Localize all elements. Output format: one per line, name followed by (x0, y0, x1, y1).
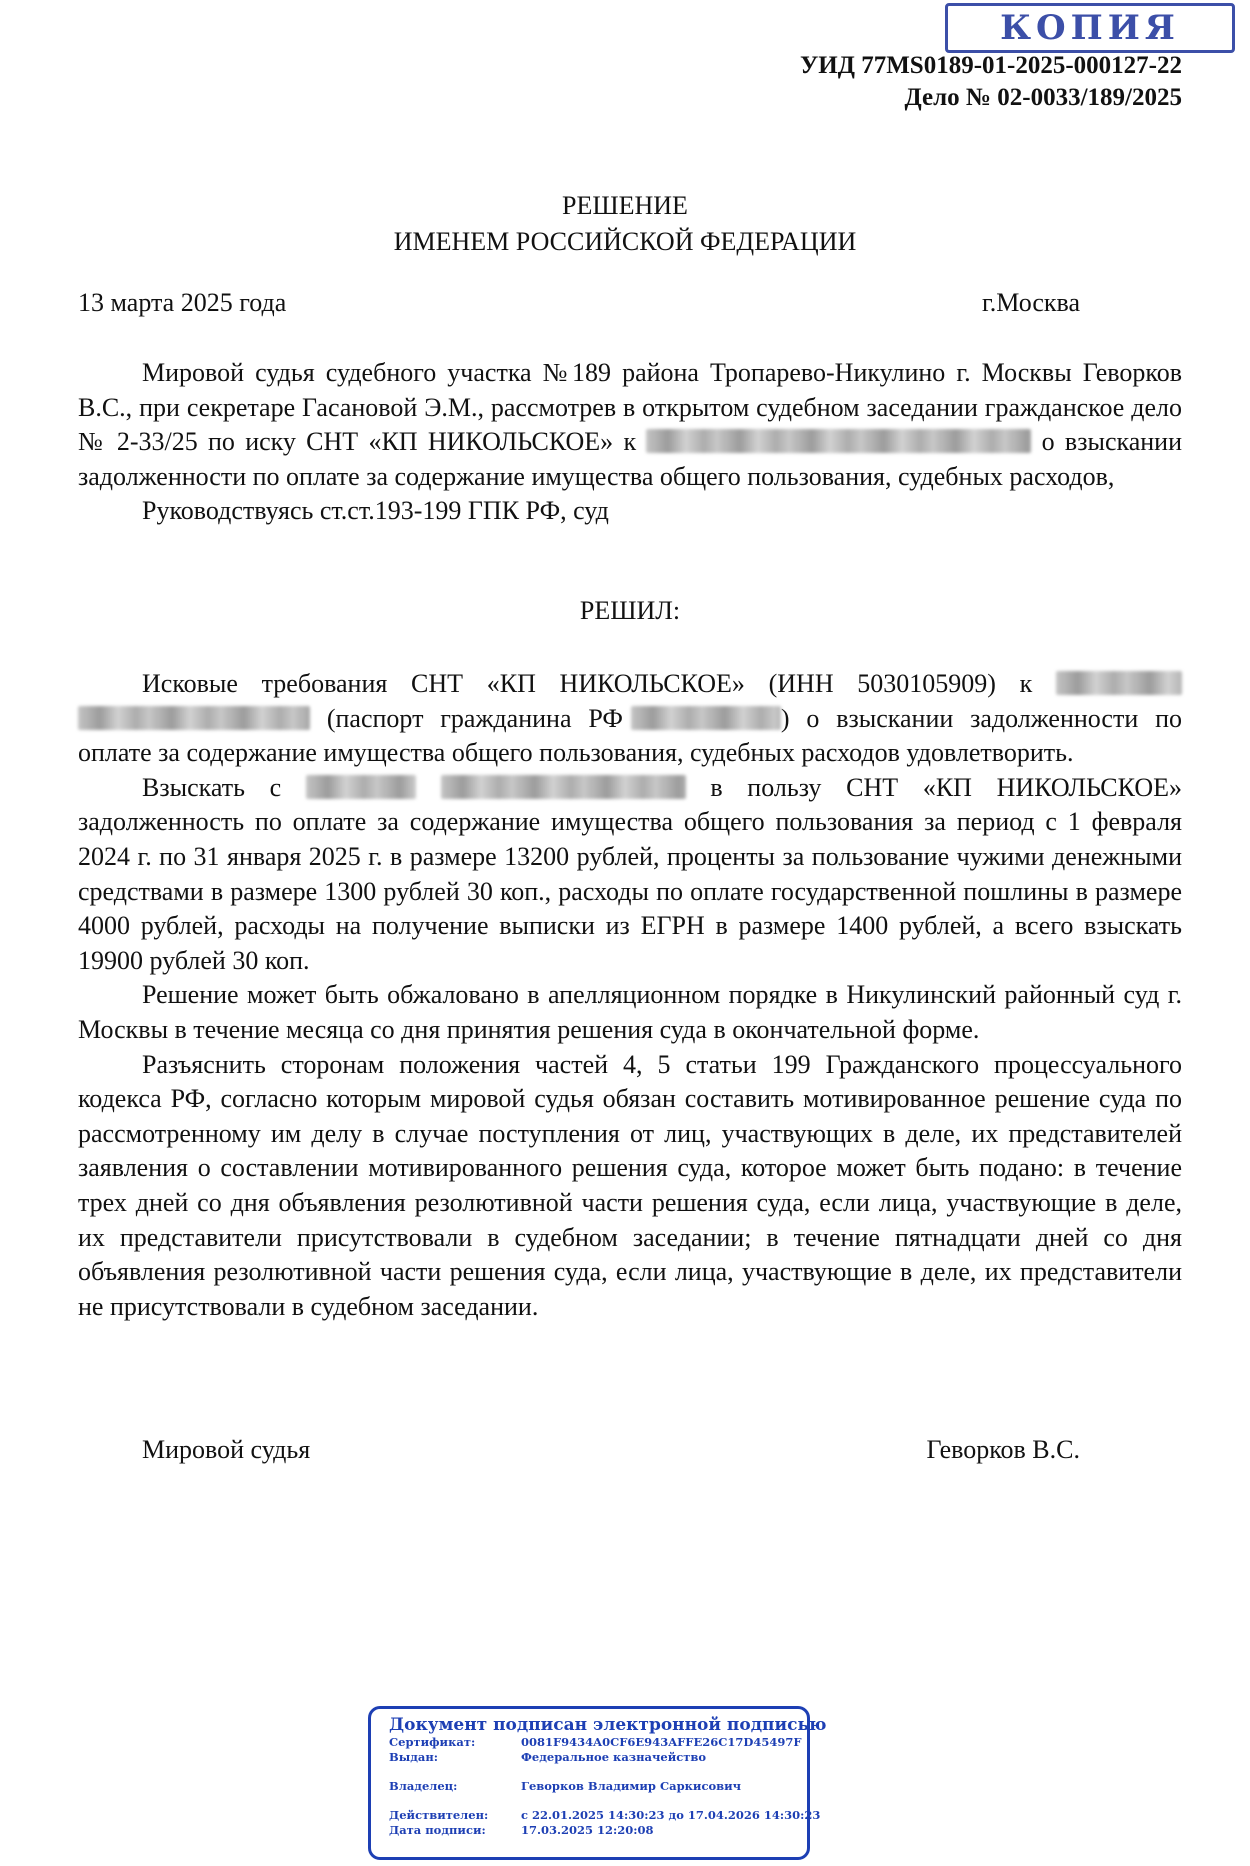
redacted-debtor-name-b (441, 775, 686, 799)
redacted-defendant-name-b (78, 706, 310, 730)
judge-signature-line (142, 1432, 1080, 1468)
esig-issued-row (389, 1750, 797, 1765)
resolved-heading-block (78, 594, 1182, 629)
esig-owner-label: Владелец: (389, 1779, 458, 1793)
esig-signed-row (389, 1823, 797, 1838)
claim-satisfied-paragraph (78, 667, 1182, 771)
redacted-debtor-name-a (306, 775, 416, 799)
copy-stamp (945, 3, 1235, 53)
case-number: Дело № 02-0033/189/2025 (904, 84, 1182, 111)
uid-number: УИД 77MS0189-01-2025-000127-22 (799, 52, 1182, 79)
decision-p2-part2: в пользу СНТ «КП НИКОЛЬСКОЕ» задолженность по оплате за содержание имущества общего пользования за период с 1 февраля 2024 г. по 31 января 2025 г. в размере 13200 рублей, проценты за пользование чужими денежными средствами в размере 1300 рублей 30 коп., расходы по оплате государственной пошлины в размере 4000 рублей, расходы на получение выписки из ЕГРН в размере 1400 рублей, а всего взыскать 19900 рублей 30 коп. (78, 772, 1182, 975)
resolved-heading: РЕШИЛ: (579, 596, 681, 625)
esig-owner-value: Геворков Владимир Саркисович (521, 1779, 742, 1793)
redacted-defendant-name (646, 429, 1031, 453)
esig-title: Документ подписан электронной подписью (389, 1715, 827, 1735)
esig-signed-value: 17.03.2025 12:20:08 (521, 1823, 654, 1837)
electronic-signature-stamp (368, 1706, 827, 1860)
decision-p2-part1: Взыскать с (142, 772, 282, 802)
redacted-passport-number (631, 706, 781, 730)
esig-owner-row (389, 1779, 797, 1794)
title-federation: ИМЕНЕМ РОССИЙСКОЙ ФЕДЕРАЦИИ (393, 227, 857, 256)
intro-text-part1: Мировой судья судебного участка №189 района Тропарево-Никулино г. Москвы Геворков В.С., при секретаре Гасановой Э.М., рассмотрев в открытом судебном заседании гражданское дело № 2-33/25 по иску СНТ «КП НИКОЛЬСКОЕ» к (78, 358, 1182, 457)
decision-date: 13 марта 2025 года (78, 288, 287, 317)
decision-p1-part1: Исковые требования СНТ «КП НИКОЛЬСКОЕ» (ИНН 5030105909) к (142, 669, 1033, 698)
esig-cert-label: Сертификат: (389, 1735, 476, 1749)
decision-section (78, 667, 1182, 1324)
case-identifiers (800, 50, 1182, 114)
intro-text-part2: о взыскании задолженности по оплате за содержание имущества общего пользования, судебных расходов, (78, 427, 1183, 491)
esig-certificate-row (389, 1735, 802, 1750)
intro-paragraph (78, 356, 1182, 494)
judge-role: Мировой судья (142, 1435, 311, 1464)
judge-name: Геворков В.С. (926, 1435, 1080, 1464)
decision-city: г.Москва (982, 288, 1080, 317)
esig-issued-label: Выдан: (389, 1750, 439, 1764)
explanation-paragraph: Разъяснить сторонам положения частей 4, 5 статьи 199 Гражданского процессуального кодекса РФ, согласно которым мировой судья обязан составить мотивированное решение суда по рассмотренному им делу в случае поступления от лиц, участвующих в деле, их представителей заявления о составлении мотивированного решения суда, которое может быть подано: в течение трех дней со дня объявления резолютивной части решения суда, если лица, участвующие в деле, их представители присутствовали в судебном заседании; в течение пятнадцати дней со дня объявления резолютивной части решения суда, если лица, участвующие в деле, их представители не присутствовали в судебном заседании. (78, 1049, 1182, 1321)
esig-valid-row (389, 1808, 821, 1823)
decision-p1-part3: ) о взыскании задолженности по оплате за содержание имущества общего пользования, судебных расходов удовлетворить. (78, 703, 1182, 768)
decision-p1-part2: (паспорт гражданина РФ (326, 703, 623, 733)
document-title (0, 188, 1250, 260)
esig-cert-value: 0081F9434A0CF6E943AFFE26C17D45497F (521, 1735, 802, 1749)
esig-valid-label: Действителен: (389, 1808, 489, 1822)
recover-paragraph (78, 771, 1182, 979)
redacted-defendant-name-a (1056, 671, 1182, 695)
esig-signed-label: Дата подписи: (389, 1823, 486, 1837)
copy-stamp-label: КОПИЯ (1000, 8, 1180, 48)
title-decision: РЕШЕНИЕ (562, 191, 688, 220)
appeal-paragraph: Решение может быть обжаловано в апелляционном порядке в Никулинский районный суд г. Москвы в течение месяца со дня принятия решения суда в окончательной форме. (78, 980, 1182, 1044)
esig-valid-value: с 22.01.2025 14:30:23 до 17.04.2026 14:30:23 (521, 1808, 821, 1822)
intro-section (78, 356, 1182, 529)
guided-by-paragraph: Руководствуясь ст.ст.193-199 ГПК РФ, суд (142, 496, 609, 526)
date-place-line (78, 285, 1080, 321)
esig-issued-value: Федеральное казначейство (521, 1750, 707, 1764)
